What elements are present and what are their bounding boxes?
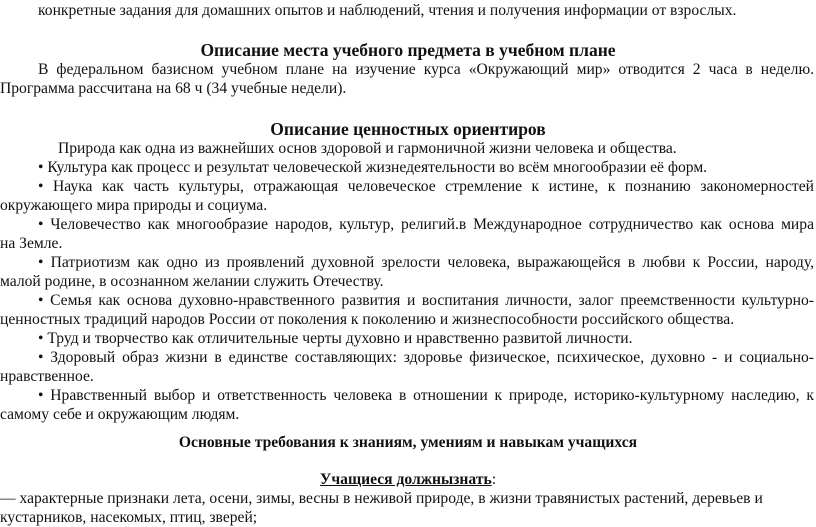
bullet-line: • Человечество как многообразие народов, культур, религий.в Международное сотрудничество как основа мира [38, 216, 814, 233]
bullet-line: • Культура как процесс и результат человеческой жизнедеятельности во всём многообразии её форм. [38, 159, 708, 176]
bullet-line: • Наука как часть культуры, отражающая человеческое стремление к истине, к познанию закономерностей [38, 178, 814, 195]
subheading-colon: : [491, 471, 497, 488]
paragraph-line: В федеральном базисном учебном плане на изучение курса «Окружающий мир» отводится 2 часа в неделю. [38, 61, 814, 78]
paragraph-line: окружающего мира природы и социума. [0, 197, 268, 214]
heading-curriculum-place: Описание места учебного предмета в учебном плане [200, 40, 616, 60]
subheading-students-should-know [0, 470, 816, 489]
bullet-line: • Семья как основа духовно-нравственного развития и воспитания личности, залог преемственности культурно- [38, 292, 814, 309]
paragraph-line: самому себе и окружающим людям. [0, 406, 240, 423]
intro-tail-line: конкретные задания для домашних опытов и наблюдений, чтения и получения информации от взрослых. [38, 2, 737, 19]
bullet-line: • Здоровый образ жизни в единстве составляющих: здоровье физическое, психическое, духовно - и социально- [38, 349, 814, 366]
paragraph-line: Программа рассчитана на 68 ч (34 учебные недели). [0, 80, 347, 97]
list-line: — характерные признаки лета, осени, зимы, весны в неживой природе, в жизни травянистых растений, деревьев и [0, 490, 763, 507]
paragraph-line: на Земле. [0, 235, 63, 252]
subheading-text: Учащиеся должнызнать [319, 471, 492, 488]
paragraph-line: нравственное. [0, 368, 94, 385]
list-line: кустарников, насекомых, птиц, зверей; [0, 509, 258, 526]
heading-value-orientations: Описание ценностных ориентиров [270, 119, 546, 139]
bullet-line: • Патриотизм как одно из проявлений духовной зрелости человека, выражающейся в любви к России, народу, [38, 254, 814, 271]
paragraph-line: ценностных традиций народов России от поколения к поколению и жизнеспособности российского общества. [0, 311, 735, 328]
bullet-line: • Труд и творчество как отличительные черты духовно и нравственно развитой личности. [38, 330, 633, 347]
bullet-line: • Нравственный выбор и ответственность человека в отношении к природе, историко-культурному наследию, к [38, 387, 814, 404]
heading-requirements: Основные требования к знаниям, умениям и навыкам учащихся [178, 434, 638, 451]
paragraph-line: малой родине, в осознанном желании служить Отечеству. [0, 273, 384, 290]
paragraph-line: Природа как одна из важнейших основ здоровой и гармоничной жизни человека и общества. [58, 140, 677, 157]
